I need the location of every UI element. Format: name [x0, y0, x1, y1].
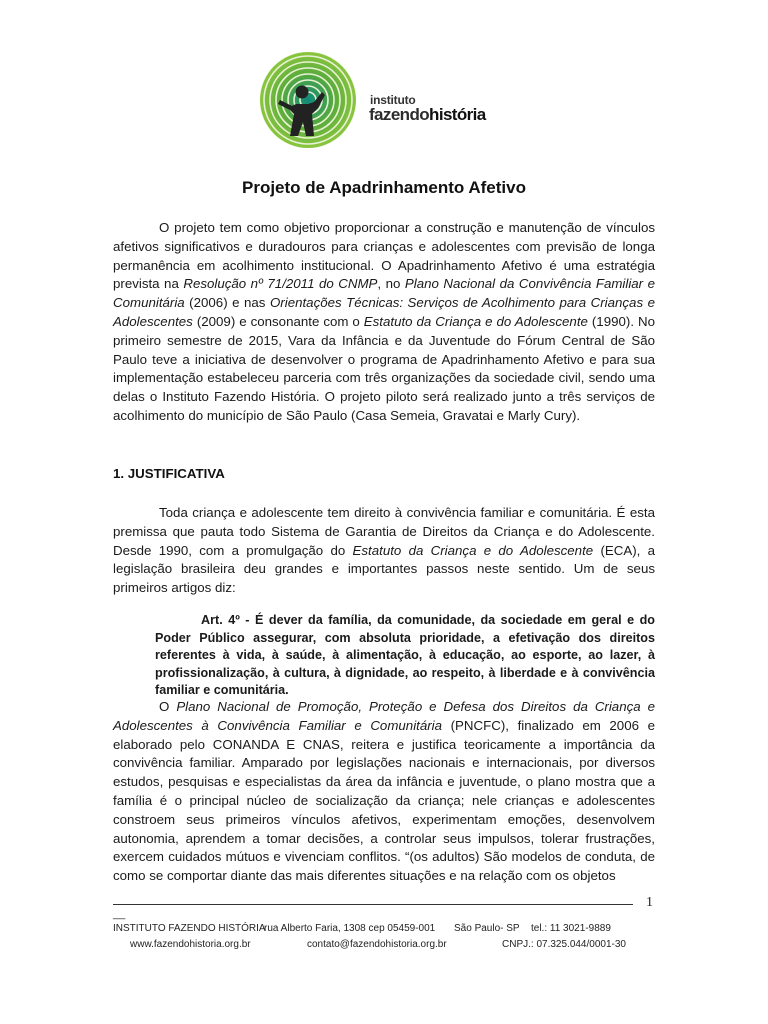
logo-name-part2: história [429, 105, 486, 124]
institute-logo [258, 50, 518, 150]
footer-city: São Paulo- SP [454, 923, 520, 934]
intro-paragraph [113, 219, 655, 426]
intro-italic-2: Plano Nacional da Convivência Familiar e Comunitária [113, 276, 655, 311]
justification-paragraph-1 [113, 504, 655, 598]
quote-text: Art. 4º - É dever da família, da comunidade, da sociedade em geral e do Poder Público assegurar, com absoluta prioridade, a efetivação dos direitos referentes à vida, à saúde, à alimentação, à educação, ao esporte, ao lazer, à profissionalização, à cultura, à dignidade, ao respeito, à liberdade e à convivência familiar e comunitária. [155, 613, 655, 698]
justification-text-1: Toda criança e adolescente tem direito à convivência familiar e comunitária. É esta premissa que pauta todo Sistema de Garantia de Direitos da Criança e do Adolescente. Desde 1990, com a promulgação do [113, 505, 655, 558]
spiral-person-icon [258, 50, 358, 150]
intro-text-5: (1990). No primeiro semestre de 2015, Vara da Infância e da Juventude do Fórum Central de São Paulo teve a iniciativa de desenvolver o programa de Apadrinhamento Afetivo e para sua implementação estabeleceu parceria com três organizações da sociedade civil, sendo uma delas o Instituto Fazendo História. O projeto piloto será realizado junto a três serviços de acolhimento do município de São Paulo (Casa Semeia, Gravatai e Marly Cury). [113, 313, 655, 423]
footer-address: rua Alberto Faria, 1308 cep 05459-001 [264, 923, 436, 934]
footer-divider [113, 904, 633, 905]
plan-text-1: O [159, 699, 177, 714]
logo-name-part1: fazendo [369, 105, 430, 124]
justification-text-2: (ECA), a legislação brasileira deu grandes e importantes passos neste sentido. Um de seus primeiros artigos diz: [113, 542, 656, 596]
section-heading-justificativa: 1. JUSTIFICATIVA [113, 466, 225, 481]
plan-italic-1: Plano Nacional de Promoção, Proteção e Defesa dos Direitos da Criança e Adolescentes à Convivência Familiar e Comunitária [113, 699, 655, 733]
intro-italic-3: Orientações Técnicas: Serviços de Acolhimento para Crianças e Adolescentes [113, 295, 655, 329]
intro-text-3: (2006) e nas [184, 295, 270, 311]
footer-dash: __ [113, 908, 126, 920]
footer-org: INSTITUTO FAZENDO HISTÓRIA [113, 923, 266, 934]
footer-phone: tel.: 11 3021-9889 [531, 923, 611, 934]
plan-text-2: (PNCFC), finalizado em 2006 e elaborado pelo CONANDA E CNAS, reitera e justifica teoricamente a importância da convivência familiar. Amparado por legislações nacionais e internacionais, por diversos estudos, pesquisas e especialistas da área da infância e juventude, o plano mostra que a família é o principal núcleo de socialização da criança; nele crianças e adolescentes constroem seus primeiros vínculos afetivos, experimentam emoções, desenvolvem autonomia, aprendem a tomar decisões, a controlar seus impulsos, tolerar frustrações, exercem cuidados mútuos e vivenciam conflitos. “(os adultos) São modelos de conduta, de como se comportar diante das mais diferentes situações e na relação com os objetos [113, 717, 655, 884]
document-title: Projeto de Apadrinhamento Afetivo [242, 178, 526, 197]
footer-email: contato@fazendohistoria.org.br [307, 939, 447, 950]
intro-italic-4: Estatuto da Criança e do Adolescente [363, 313, 588, 329]
logo-small-text: instituto [370, 93, 416, 107]
justification-paragraph-2 [113, 698, 655, 886]
legal-quote [155, 612, 655, 700]
intro-text-2: , no [377, 276, 405, 292]
intro-text-1: O projeto tem como objetivo proporcionar a construção e manutenção de vínculos afetivos significativos e duradouros para crianças e adolescentes com previsão de longa permanência em acolhimento institucional. O Apadrinhamento Afetivo é uma estratégia prevista na [113, 220, 655, 292]
page-number: 1 [646, 895, 653, 910]
intro-italic-1: Resolução nº 71/2011 do CNMP [183, 276, 378, 292]
intro-text-4: (2009) e consonante com o [192, 313, 364, 329]
logo-name [369, 105, 486, 125]
footer-cnpj: CNPJ.: 07.325.044/0001-30 [502, 939, 626, 950]
justification-italic-1: Estatuto da Criança e do Adolescente [352, 542, 594, 558]
footer-website: www.fazendohistoria.org.br [130, 939, 251, 950]
